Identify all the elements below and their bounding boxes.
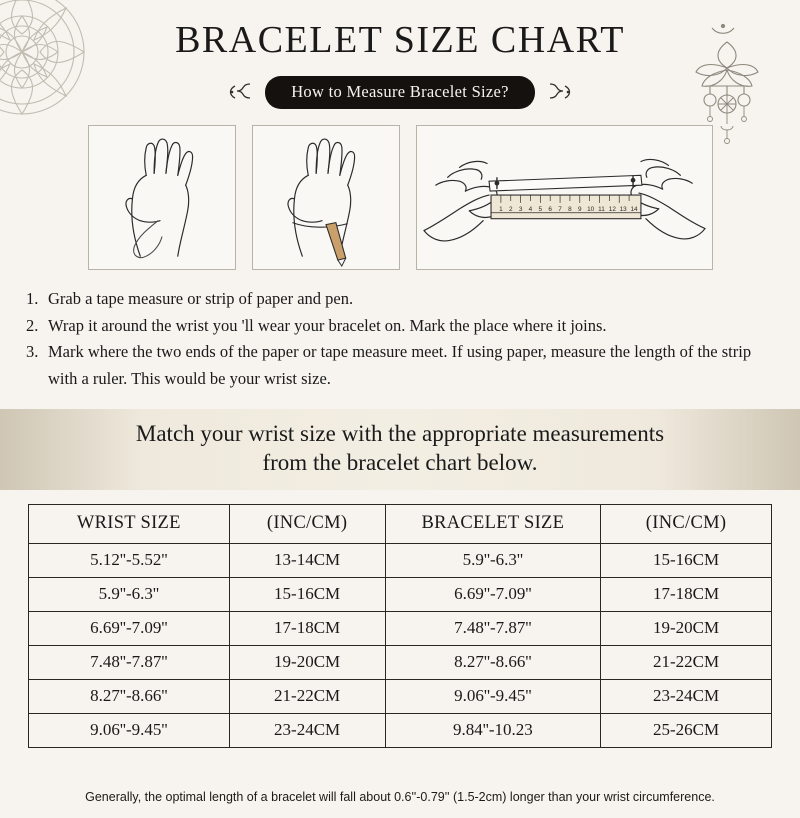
- cell-bracelet-cm: 17-18CM: [601, 577, 772, 611]
- svg-text:5: 5: [538, 205, 542, 213]
- cell-wrist-cm: 21-22CM: [229, 679, 385, 713]
- banner-line-2: from the bracelet chart below.: [262, 450, 538, 476]
- list-item: [26, 313, 766, 340]
- step-text: Wrap it around the wrist you 'll wear your bracelet on. Mark the place where it joins.: [48, 315, 607, 335]
- list-item: [26, 339, 766, 392]
- banner-line-1: Match your wrist size with the appropriate measurements: [135, 420, 665, 446]
- column-header-wrist-units: (INC/CM): [229, 504, 385, 543]
- step-number: 1.: [26, 289, 39, 308]
- cell-wrist-inch: 8.27''-8.66'': [29, 679, 230, 713]
- panel-hand-with-tape-measure: [88, 125, 236, 270]
- cell-bracelet-cm: 19-20CM: [601, 611, 772, 645]
- cell-wrist-inch: 7.48''-7.87'': [29, 645, 230, 679]
- table-row: [29, 679, 772, 713]
- instruction-list: [26, 286, 766, 393]
- svg-text:6: 6: [547, 205, 552, 213]
- cell-wrist-cm: 23-24CM: [229, 713, 385, 747]
- flourish-left-icon: [227, 80, 253, 106]
- cell-bracelet-cm: 21-22CM: [601, 645, 772, 679]
- table-row: [29, 611, 772, 645]
- table-row: [29, 645, 772, 679]
- subtitle-pill: How to Measure Bracelet Size?: [265, 76, 535, 109]
- svg-text:7: 7: [557, 205, 562, 213]
- hand-with-tape-measure-icon: [89, 126, 235, 269]
- cell-wrist-inch: 9.06''-9.45'': [29, 713, 230, 747]
- table-row: [29, 713, 772, 747]
- cell-bracelet-inch: 8.27''-8.66'': [385, 645, 600, 679]
- table-header-row: [29, 504, 772, 543]
- lotus-ornament-icon: [672, 20, 782, 150]
- cell-bracelet-cm: 25-26CM: [601, 713, 772, 747]
- hands-measuring-strip-with-ruler-icon: [417, 126, 712, 269]
- cell-wrist-cm: 13-14CM: [229, 543, 385, 577]
- cell-wrist-cm: 15-16CM: [229, 577, 385, 611]
- hand-with-paper-strip-icon: [253, 126, 399, 269]
- step-text: Grab a tape measure or strip of paper and pen.: [48, 289, 354, 308]
- cell-bracelet-inch: 9.84''-10.23: [385, 713, 600, 747]
- step-text: Mark where the two ends of the paper or tape measure meet. If using paper, measure the length of the strip with a ruler. This would be your wrist size.: [48, 342, 752, 389]
- cell-wrist-cm: 19-20CM: [229, 645, 385, 679]
- column-header-bracelet-size: BRACELET SIZE: [385, 504, 600, 543]
- cell-wrist-cm: 17-18CM: [229, 611, 385, 645]
- page-title: BRACELET SIZE CHART: [175, 19, 625, 61]
- footnote: Generally, the optimal length of a bracelet will fall about 0.6''-0.79'' (1.5-2cm) longer than your wrist circumference.: [85, 790, 715, 804]
- cell-bracelet-inch: 5.9''-6.3'': [385, 543, 600, 577]
- size-table-wrapper: [0, 504, 800, 748]
- table-row: [29, 577, 772, 611]
- cell-bracelet-inch: 6.69''-7.09'': [385, 577, 600, 611]
- cell-bracelet-inch: 7.48''-7.87'': [385, 611, 600, 645]
- table-row: [29, 543, 772, 577]
- bracelet-size-table: [28, 504, 772, 748]
- svg-text:9: 9: [577, 205, 582, 213]
- svg-text:3: 3: [518, 205, 522, 213]
- cell-bracelet-cm: 23-24CM: [601, 679, 772, 713]
- svg-text:2: 2: [508, 205, 513, 213]
- svg-text:12: 12: [608, 205, 616, 213]
- panel-hand-with-paper-strip: [252, 125, 400, 270]
- svg-text:8: 8: [567, 205, 572, 213]
- flourish-right-icon: [547, 80, 573, 106]
- cell-wrist-inch: 5.12''-5.52'': [29, 543, 230, 577]
- svg-text:13: 13: [619, 205, 627, 213]
- svg-text:4: 4: [528, 205, 532, 213]
- column-header-wrist-size: WRIST SIZE: [29, 504, 230, 543]
- svg-text:10: 10: [586, 205, 594, 213]
- step-number: 2.: [26, 315, 39, 335]
- mandala-ornament-icon: [0, 0, 102, 132]
- step-number: 3.: [26, 342, 39, 362]
- match-banner: [0, 409, 800, 490]
- svg-text:11: 11: [597, 205, 605, 213]
- cell-bracelet-inch: 9.06''-9.45'': [385, 679, 600, 713]
- column-header-bracelet-units: (INC/CM): [601, 504, 772, 543]
- list-item: [26, 286, 766, 313]
- cell-wrist-inch: 6.69''-7.09'': [29, 611, 230, 645]
- svg-text:14: 14: [629, 205, 638, 213]
- cell-wrist-inch: 5.9''-6.3'': [29, 577, 230, 611]
- svg-text:1: 1: [498, 205, 503, 213]
- panel-hands-measuring-with-ruler: [416, 125, 713, 270]
- cell-bracelet-cm: 15-16CM: [601, 543, 772, 577]
